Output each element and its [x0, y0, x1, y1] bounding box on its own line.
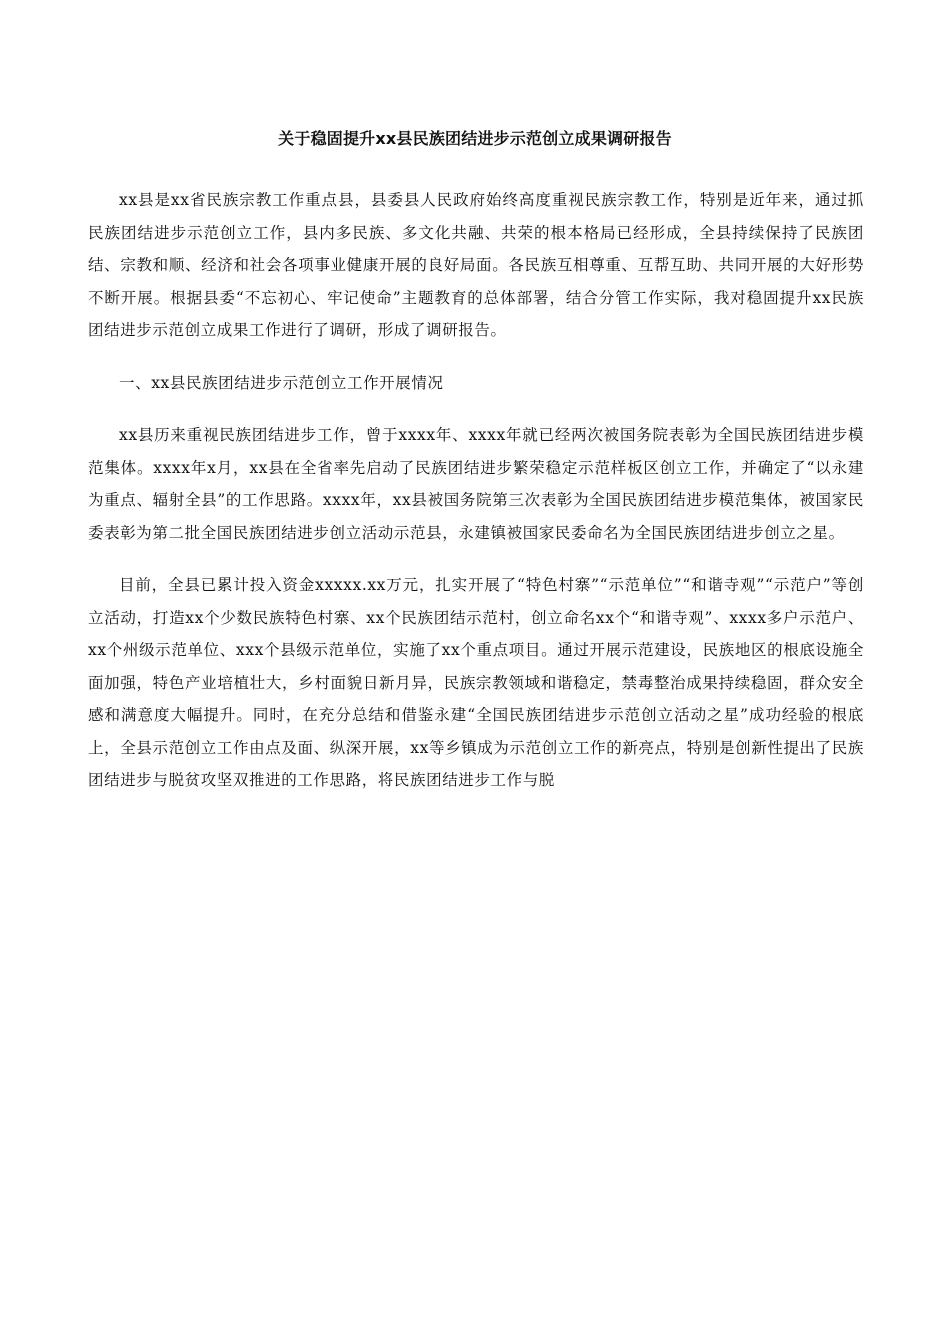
section-heading-1: 一、xx县民族团结进步示范创立工作开展情况 — [119, 373, 444, 392]
paragraph-history: xx县历来重视民族团结进步工作，曾于xxxx年、xxxx年就已经两次被国务院表彰为全国民族团结进步模范集体。xxxx年x月，xx县在全省率先启动了民族团结进步繁荣稳定示范样板区创立工作，并确定了“以永建为重点、辐射全县”的工作思路。xxxx年，xx县被国务院第三次表彰为全国民族团结进步模范集体，被国家民委表彰为第二批全国民族团结进步创立活动示范县，永建镇被国家民委命名为全国民族团结进步创立之星。 — [88, 426, 864, 542]
paragraph-intro: xx县是xx省民族宗教工作重点县，县委县人民政府始终高度重视民族宗教工作，特别是近年来，通过抓民族团结进步示范创立工作，县内多民族、多文化共融、共荣的根本格局已经形成，全县持续保持了民族团结、宗教和顺、经济和社会各项事业健康开展的良好局面。各民族互相尊重、互帮互助、共同开展的大好形势不断开展。根据县委“不忘初心、牢记使命”主题教育的总体部署，结合分管工作实际，我对稳固提升xx民族团结进步示范创立成果工作进行了调研，形成了调研报告。 — [88, 191, 864, 339]
document-title: 关于稳固提升xx县民族团结进步示范创立成果调研报告 — [278, 129, 672, 148]
paragraph-current: 目前，全县已累计投入资金xxxxx.xx万元，扎实开展了“特色村寨”“示范单位”“和谐寺观”“示范户”等创立活动，打造xx个少数民族特色村寨、xx个民族团结示范村，创立命名xx个“和谐寺观”、xxxx多户示范户、xx个州级示范单位、xxx个县级示范单位，实施了xx个重点项目。通过开展示范建设，民族地区的根底设施全面加强，特色产业培植壮大，乡村面貌日新月异，民族宗教领域和谐稳定，禁毒整治成果持续稳固，群众安全感和满意度大幅提升。同时，在充分总结和借鉴永建“全国民族团结进步示范创立活动之星”成功经验的根底上，全县示范创立工作由点及面、纵深开展，xx等乡镇成为示范创立工作的新亮点，特别是创新性提出了民族团结进步与脱贫攻坚双推进的工作思路，将民族团结进步工作与脱 — [88, 576, 864, 789]
document-body — [88, 184, 864, 817]
